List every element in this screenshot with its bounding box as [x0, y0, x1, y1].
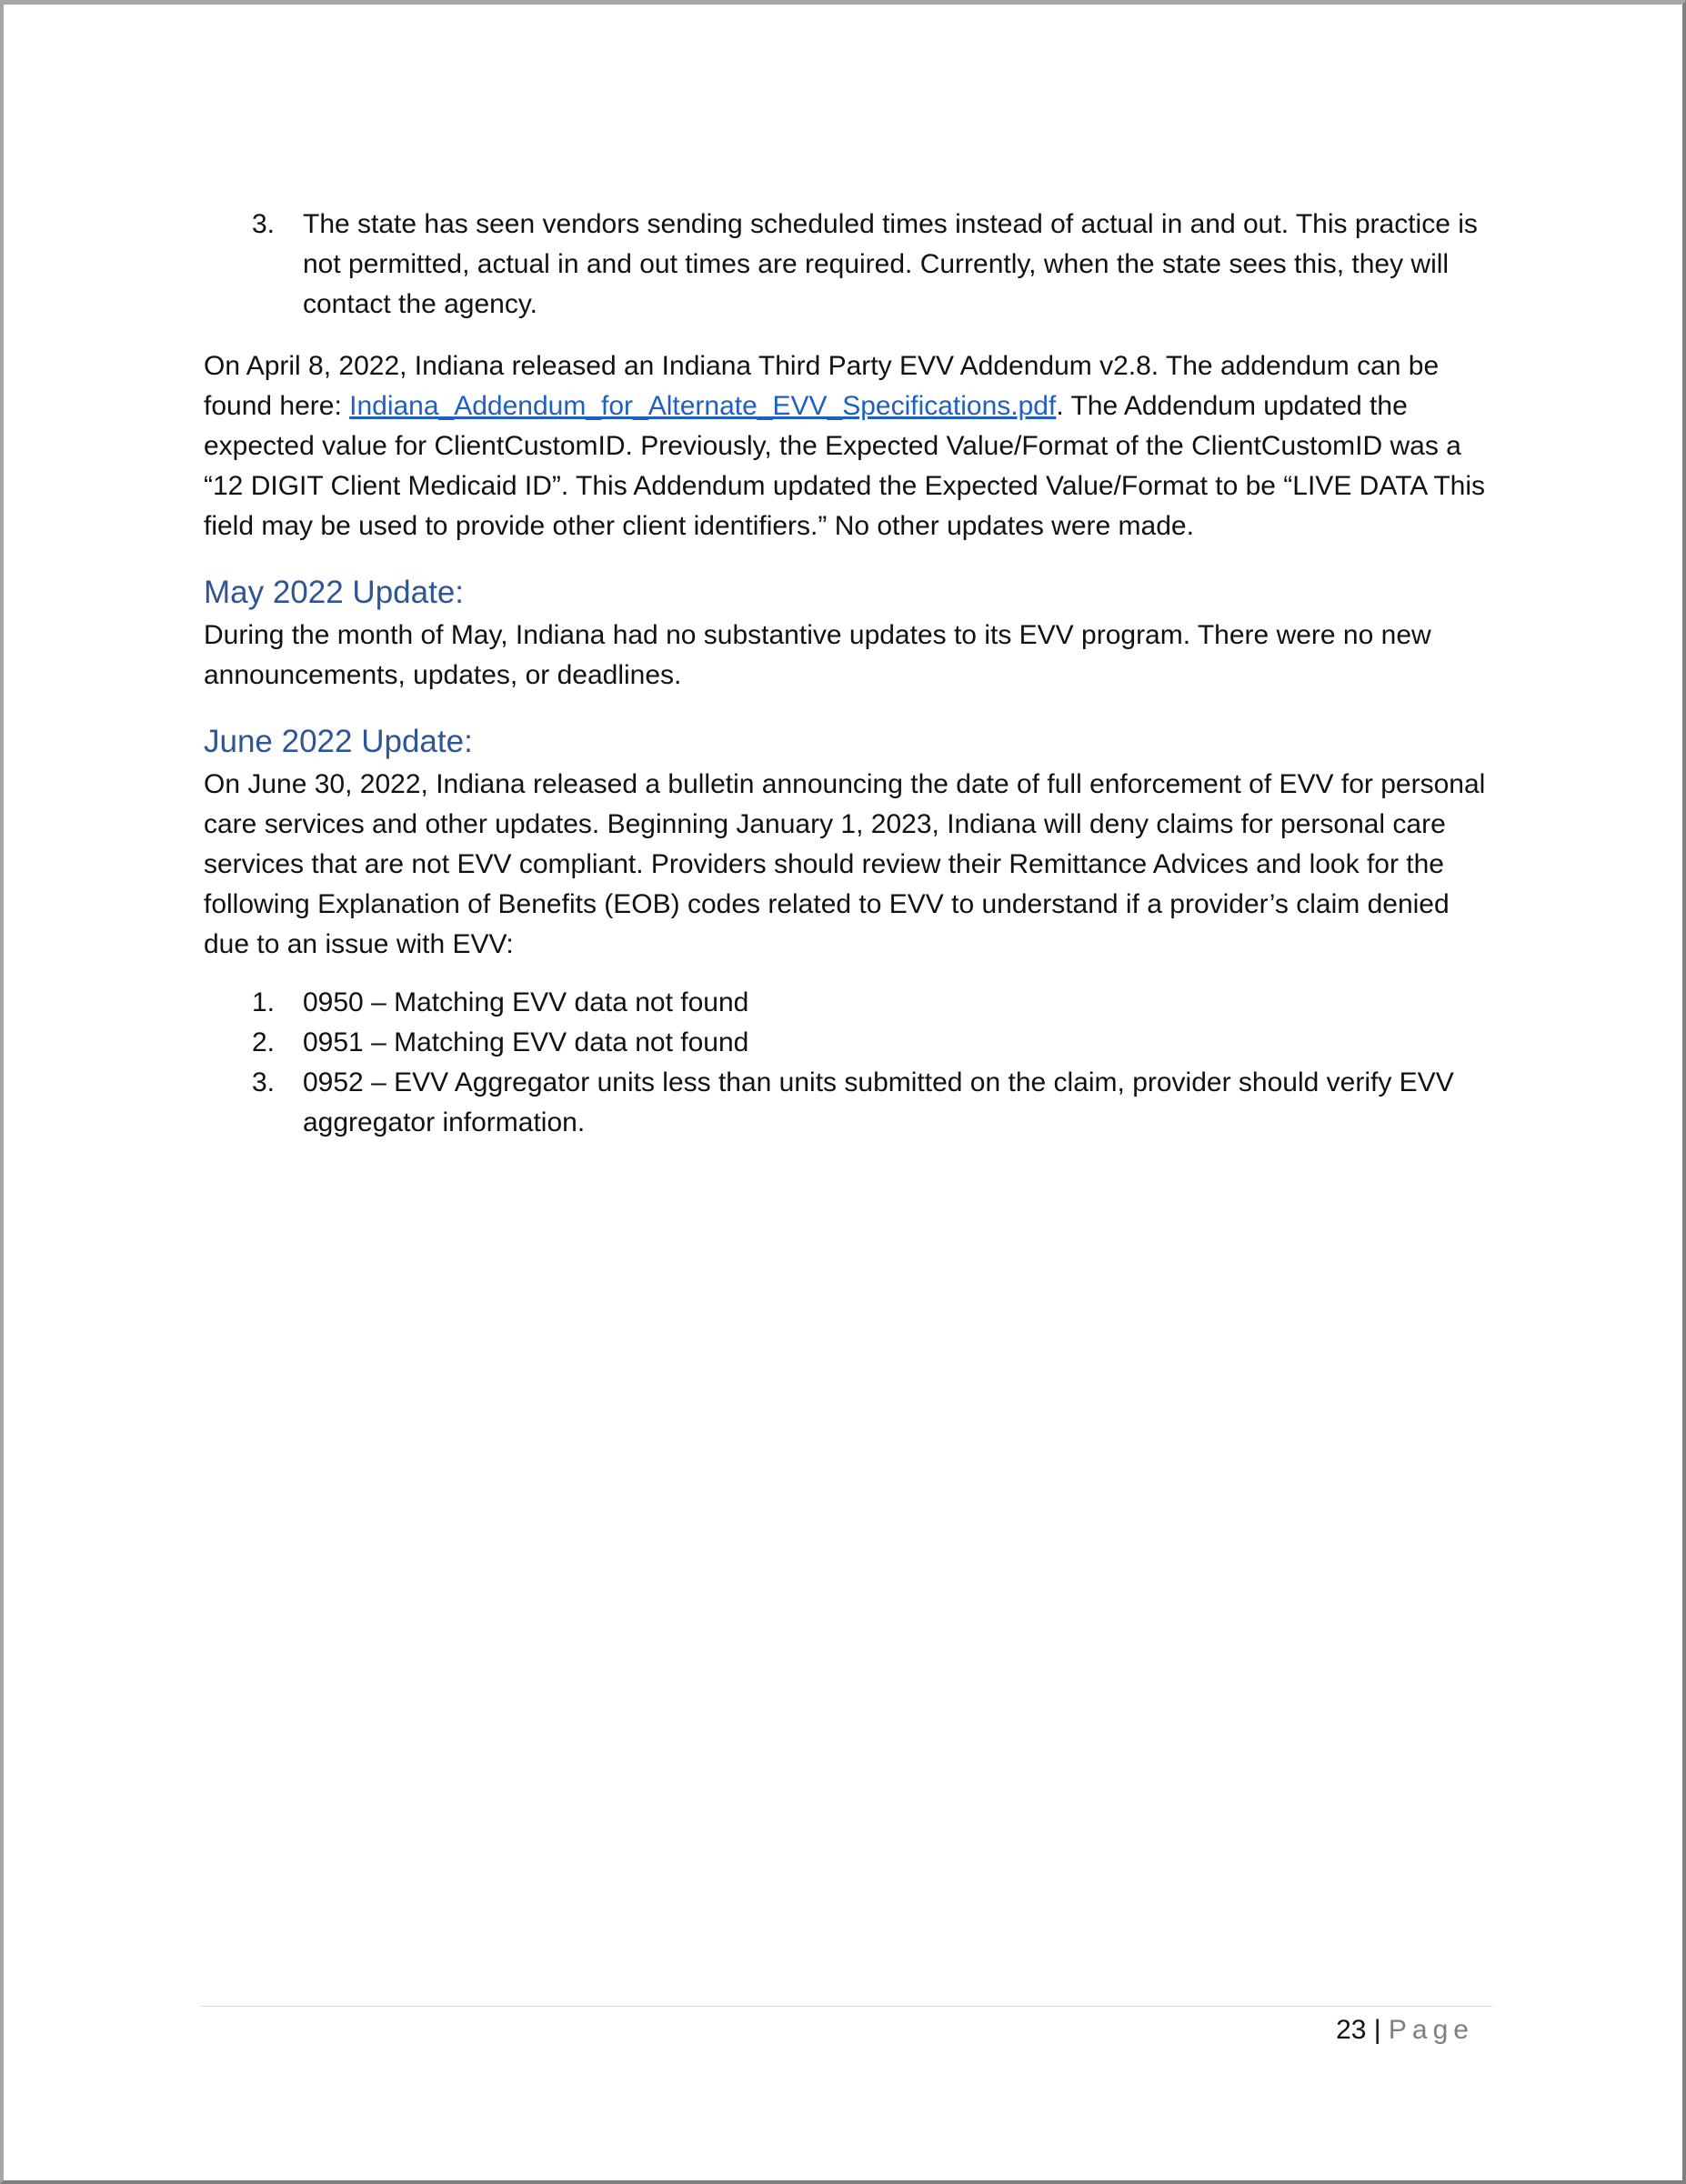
list-text: The state has seen vendors sending scheduled times instead of actual in and out. This practice is not permitted, actual in and out times are required. Currently, when the state sees this, they will contact the agency.	[303, 209, 1478, 319]
page-content	[204, 205, 1495, 1143]
footer-divider	[200, 2006, 1492, 2007]
list-number: 1.	[252, 987, 276, 1017]
list-number: 3.	[252, 1067, 276, 1097]
list-item	[204, 1023, 1495, 1063]
list-text: 0951 – Matching EVV data not found	[303, 1027, 749, 1057]
june-paragraph: On June 30, 2022, Indiana released a bulletin announcing the date of full enforcement of EVV for personal care services and other updates. Beginning January 1, 2023, Indiana will deny claims for personal care services that are not EVV compliant. Providers should review their Remittance Advices and look for the following Explanation of Benefits (EOB) codes related to EVV to understand if a provider’s claim denied due to an issue with EVV:	[204, 769, 1486, 959]
june-heading: June 2022 Update:	[204, 724, 473, 759]
may-paragraph: During the month of May, Indiana had no substantive updates to its EVV program. There were no new announcements, updates, or deadlines.	[204, 620, 1431, 690]
may-heading: May 2022 Update:	[204, 575, 465, 610]
list-text: 0950 – Matching EVV data not found	[303, 987, 749, 1017]
list-item	[204, 205, 1495, 325]
list-number: 3.	[252, 209, 276, 239]
eob-codes-list	[204, 983, 1495, 1143]
list-item	[204, 983, 1495, 1023]
april-text-after-link: . The Addendum updated the expected value for ClientCustomID. Previously, the Expected Value/Format of the ClientCustomID was a “12 DIGIT Client Medicaid ID”. This Addendum updated the Expected Value/Format to be “LIVE DATA This field may be used to provide other client identifiers.” No other updates were made.	[204, 391, 1486, 541]
page-number: 23	[1336, 2015, 1367, 2045]
continued-list	[204, 205, 1495, 325]
april-text-before-link: On April 8, 2022, Indiana released an Indiana Third Party EVV Addendum v2.8. The addendum can be found here:	[204, 351, 1440, 421]
page-label: Page	[1388, 2015, 1474, 2045]
page-footer	[1336, 2010, 1474, 2050]
list-text: 0952 – EVV Aggregator units less than units submitted on the claim, provider should verify EVV aggregator information.	[303, 1067, 1454, 1137]
list-item	[204, 1063, 1495, 1143]
addendum-pdf-link[interactable]: Indiana_Addendum_for_Alternate_EVV_Specifications.pdf	[349, 391, 1057, 421]
list-number: 2.	[252, 1027, 276, 1057]
april-paragraph	[204, 346, 1495, 546]
footer-separator: |	[1373, 2015, 1381, 2045]
